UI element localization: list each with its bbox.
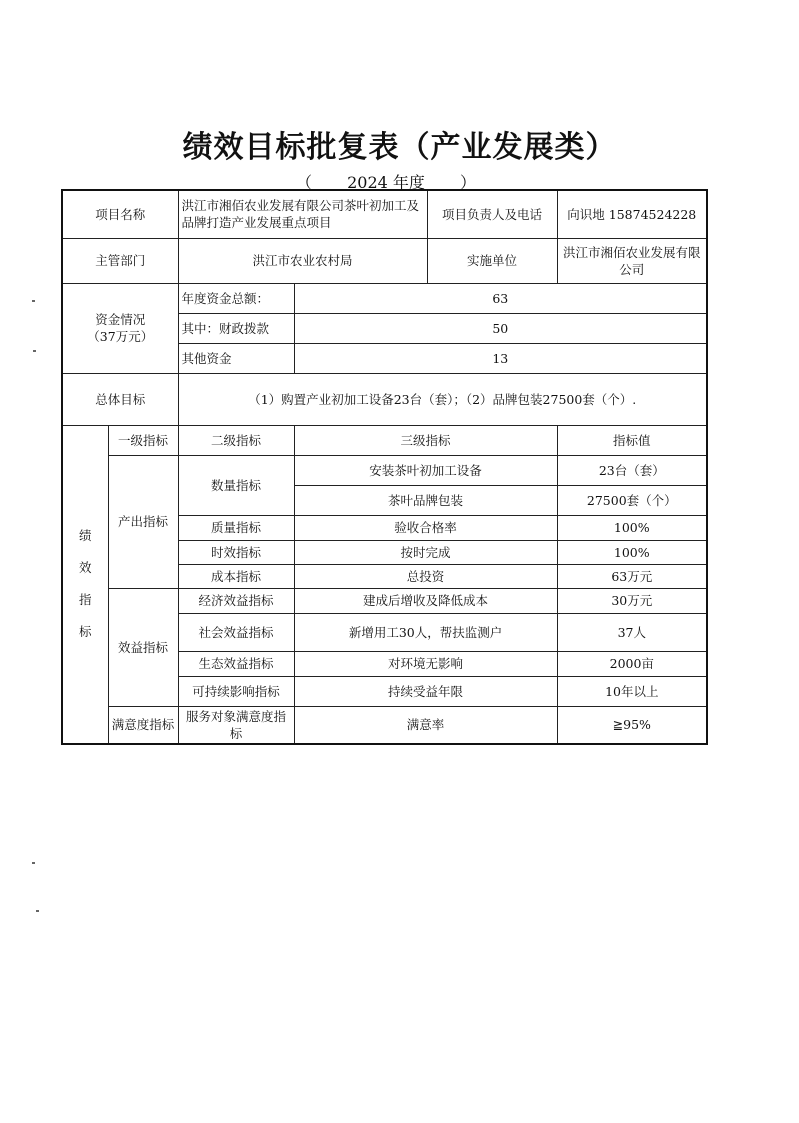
project-manager-value: 向识地 15874524228 — [557, 190, 707, 238]
funds-label-cell — [62, 283, 178, 373]
header-level2: 二级指标 — [178, 425, 294, 455]
unit-value: 洪江市湘佰农业发展有限公司 — [557, 238, 707, 283]
funds-total-label: 年度资金总额： — [178, 283, 294, 313]
cost-level2: 成本指标 — [178, 564, 294, 588]
quantity-item2-value: 27500套（个） — [557, 485, 707, 515]
funds-other-label: 其他资金 — [178, 343, 294, 373]
timely-level3: 按时完成 — [294, 540, 557, 564]
perf-side-char: 效 — [78, 560, 92, 575]
page-title: 绩效目标批复表（产业发展类） — [182, 130, 617, 165]
table-row — [62, 190, 707, 238]
table-row — [62, 588, 707, 613]
social-level3: 新增用工30人，帮扶监测户 — [294, 613, 557, 651]
project-name-value: 洪江市湘佰农业发展有限公司茶叶初加工及品牌打造产业发展重点项目 — [178, 190, 427, 238]
output-level1: 产出指标 — [108, 455, 178, 588]
perf-side-char: 指 — [78, 592, 92, 607]
sustain-level3: 持续受益年限 — [294, 676, 557, 706]
quality-value: 100% — [557, 515, 707, 540]
funds-total-value: 63 — [294, 283, 707, 313]
scan-speck — [33, 350, 36, 352]
satisfaction-level3: 满意率 — [294, 706, 557, 744]
year-open-paren: （ — [296, 173, 313, 192]
header-value: 指标值 — [557, 425, 707, 455]
dept-value: 洪江市农业农村局 — [178, 238, 427, 283]
scan-speck — [36, 910, 39, 912]
social-value: 37人 — [557, 613, 707, 651]
sustain-level2: 可持续影响指标 — [178, 676, 294, 706]
quality-level2: 质量指标 — [178, 515, 294, 540]
table-row — [62, 425, 707, 455]
economic-level2: 经济效益指标 — [178, 588, 294, 613]
quantity-item1-value: 23台（套） — [557, 455, 707, 485]
cost-level3: 总投资 — [294, 564, 557, 588]
social-level2: 社会效益指标 — [178, 613, 294, 651]
timely-level2: 时效指标 — [178, 540, 294, 564]
project-name-label: 项目名称 — [62, 190, 178, 238]
performance-target-table — [61, 189, 708, 745]
table-row — [62, 455, 707, 485]
perf-side-char: 绩 — [78, 528, 92, 543]
header-level3: 三级指标 — [294, 425, 557, 455]
ecological-value: 2000亩 — [557, 651, 707, 676]
quantity-level2: 数量指标 — [178, 455, 294, 515]
satisfaction-value: ≧95% — [557, 706, 707, 744]
table-row — [62, 373, 707, 425]
dept-label: 主管部门 — [62, 238, 178, 283]
ecological-level2: 生态效益指标 — [178, 651, 294, 676]
year-value: 2024 年度 — [347, 173, 425, 192]
perf-side-char: 标 — [78, 624, 92, 639]
satisfaction-level2: 服务对象满意度指标 — [178, 706, 294, 744]
satisfaction-level1: 满意度指标 — [108, 706, 178, 744]
funds-label: 资金情况 — [95, 312, 146, 327]
scan-speck — [32, 862, 35, 864]
cost-value: 63万元 — [557, 564, 707, 588]
sustain-value: 10年以上 — [557, 676, 707, 706]
project-manager-label: 项目负责人及电话 — [427, 190, 557, 238]
benefit-level1: 效益指标 — [108, 588, 178, 706]
scan-speck — [32, 300, 35, 302]
quality-level3: 验收合格率 — [294, 515, 557, 540]
funds-fiscal-label: 其中：财政拨款 — [178, 313, 294, 343]
table-row — [62, 706, 707, 744]
ecological-level3: 对环境无影响 — [294, 651, 557, 676]
quantity-item2-level3: 茶叶品牌包装 — [294, 485, 557, 515]
unit-label: 实施单位 — [427, 238, 557, 283]
year-close-paren: ） — [459, 173, 476, 192]
table-row — [62, 283, 707, 313]
funds-sublabel: （37万元） — [87, 329, 154, 344]
goal-label: 总体目标 — [62, 373, 178, 425]
goal-value: （1）购置产业初加工设备23台（套）；（2）品牌包装27500套（个）. — [178, 373, 707, 425]
funds-other-value: 13 — [294, 343, 707, 373]
perf-side-label — [62, 425, 108, 744]
header-level1: 一级指标 — [108, 425, 178, 455]
timely-value: 100% — [557, 540, 707, 564]
table-row — [62, 238, 707, 283]
funds-fiscal-value: 50 — [294, 313, 707, 343]
quantity-item1-level3: 安装茶叶初加工设备 — [294, 455, 557, 485]
economic-value: 30万元 — [557, 588, 707, 613]
economic-level3: 建成后增收及降低成本 — [294, 588, 557, 613]
